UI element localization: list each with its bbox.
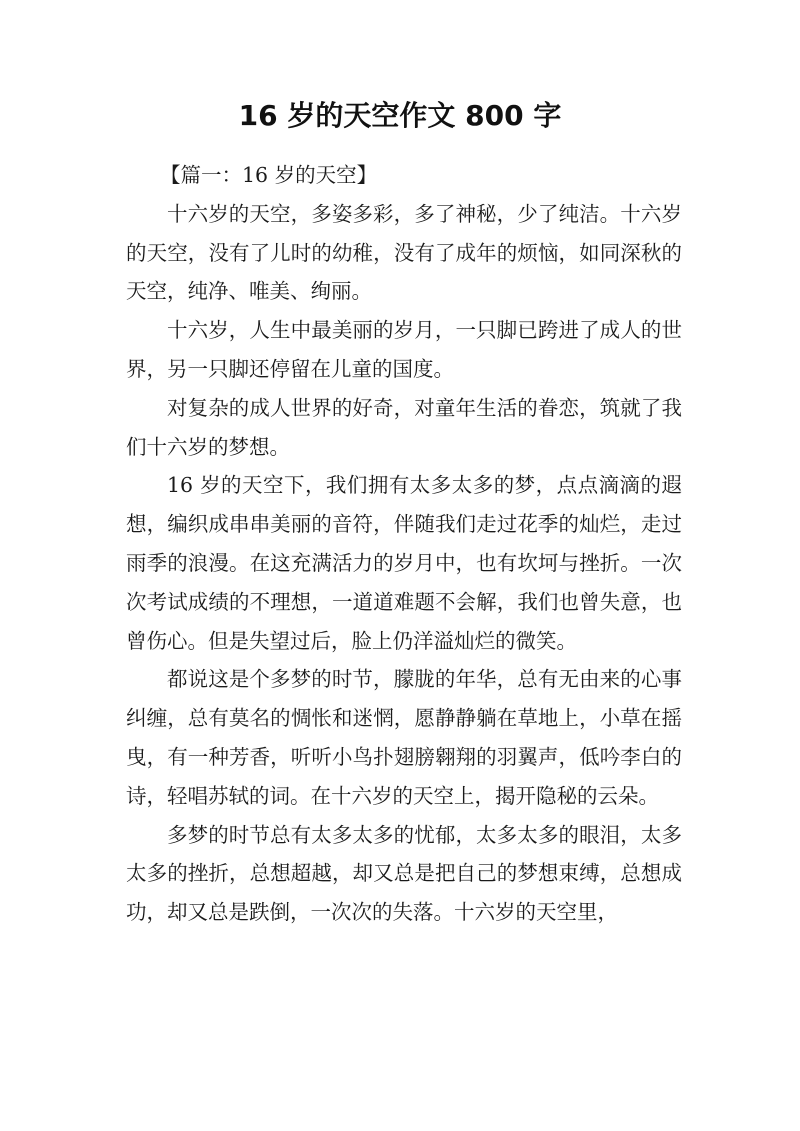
paragraph-4: 16 岁的天空下，我们拥有太多太多的梦，点点滴滴的遐想，编织成串串美丽的音符，伴随我们走过花季的灿烂，走过雨季的浪漫。在这充满活力的岁月中，也有坎坷与挫折。一次次考试成绩的不理想，一道道难题不会解，我们也曾失意，也曾伤心。但是失望过后，脸上仍洋溢灿烂的微笑。 [126, 473, 682, 653]
paragraph-2: 十六岁，人生中最美丽的岁月，一只脚已跨进了成人的世界，另一只脚还停留在儿童的国度。 [126, 318, 682, 381]
paragraph-3: 对复杂的成人世界的好奇，对童年生活的眷恋，筑就了我们十六岁的梦想。 [126, 395, 682, 459]
paragraph-1: 十六岁的天空，多姿多彩，多了神秘，少了纯洁。十六岁的天空，没有了儿时的幼稚，没有了成年的烦恼，如同深秋的天空，纯净、唯美、绚丽。 [126, 201, 682, 304]
paragraph-5: 都说这是个多梦的时节，朦胧的年华，总有无由来的心事纠缠，总有莫名的惆怅和迷惘，愿静静躺在草地上，小草在摇曳，有一种芳香，听听小鸟扑翅膀翱翔的羽翼声，低吟李白的诗，轻唱苏轼的词。在十六岁的天空上，揭开隐秘的云朵。 [126, 667, 682, 808]
article-body [126, 156, 682, 932]
section-heading: 【篇一：16 岁的天空】 [160, 163, 378, 187]
page-title: 16 岁的天空作文 800 字 [238, 99, 562, 132]
paragraph-6: 多梦的时节总有太多太多的忧郁，太多太多的眼泪，太多太多的挫折，总想超越，却又总是把自己的梦想束缚，总想成功，却又总是跌倒，一次次的失落。十六岁的天空里， [126, 822, 682, 925]
